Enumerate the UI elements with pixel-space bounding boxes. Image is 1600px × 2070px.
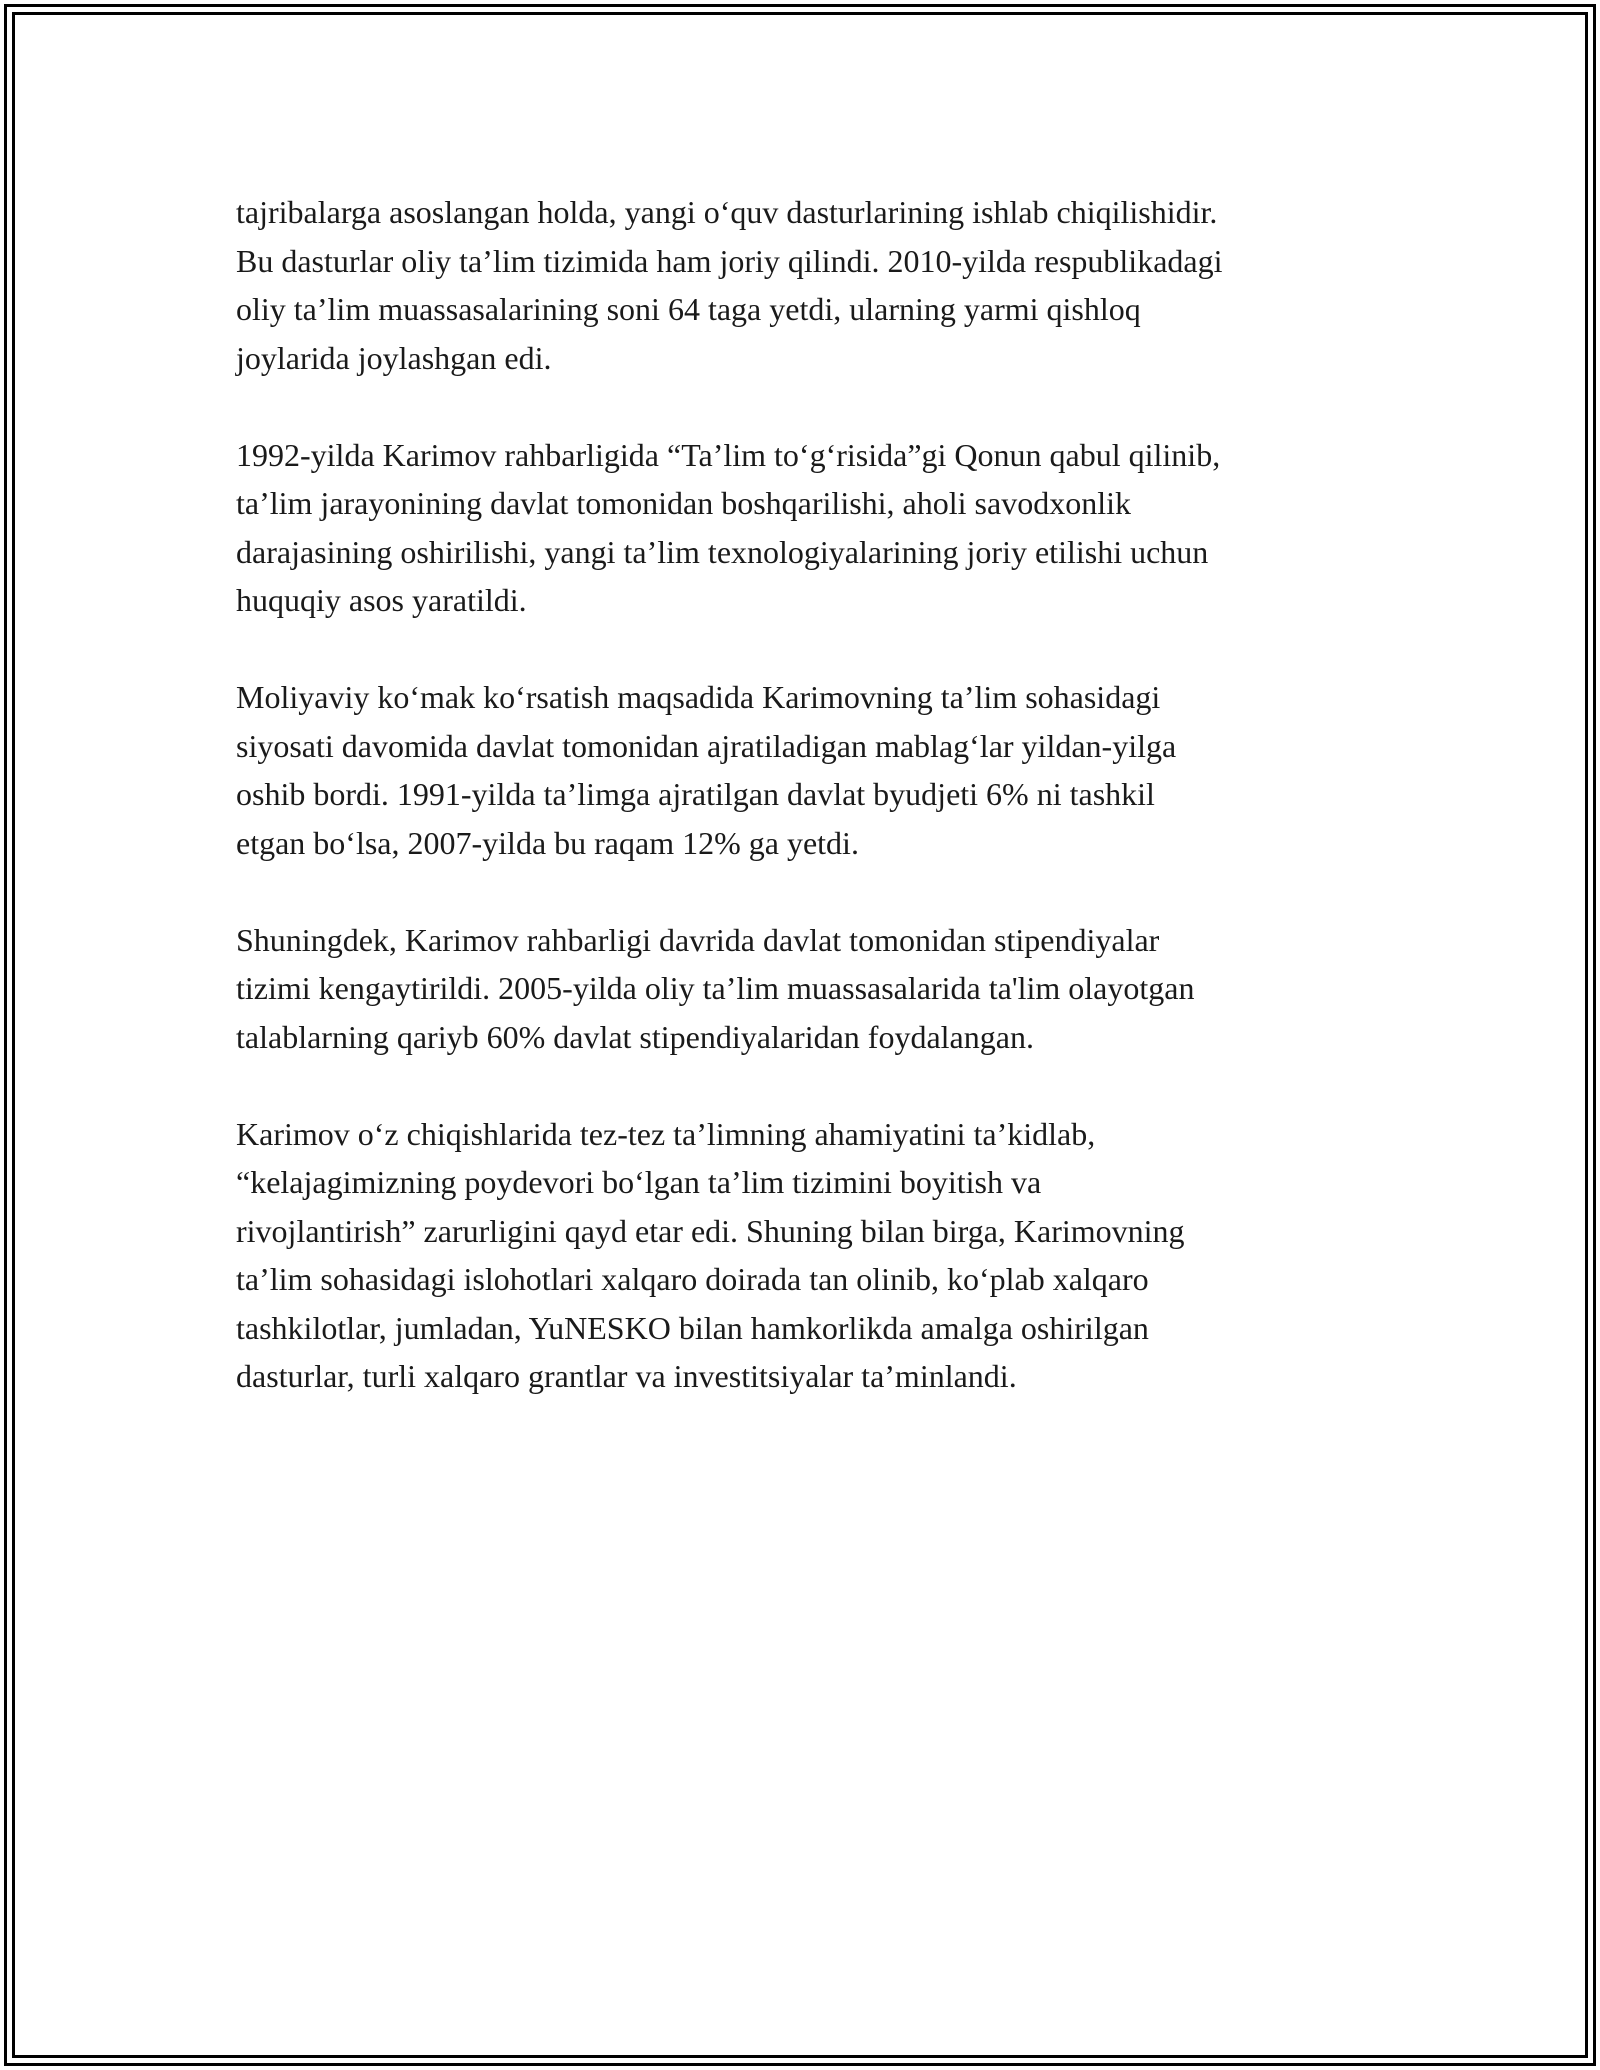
paragraph-international	[236, 1110, 1376, 1401]
text-line: “kelajagimizning poydevori bo‘lgan ta’lim tizimini boyitish va	[236, 1164, 1042, 1200]
text-line: darajasining oshirilishi, yangi ta’lim texnologiyalarining joriy etilishi uchun	[236, 533, 1209, 570]
text-line: Bu dasturlar oliy ta’lim tizimida ham joriy qilindi. 2010-yilda respublikadagi	[236, 242, 1223, 279]
text-line: tajribalarga asoslangan holda, yangi o‘quv dasturlarining ishlab chiqilishidir.	[236, 194, 1218, 230]
document-body	[236, 188, 1376, 1449]
text-line: Karimov o‘z chiqishlarida tez-tez ta’limning ahamiyatini ta’kidlab,	[236, 1115, 1096, 1152]
text-line: etgan bo‘lsa, 2007-yilda bu raqam 12% ga yetdi.	[236, 824, 859, 861]
text-line: dasturlar, turli xalqaro grantlar va investitsiyalar ta’minlandi.	[236, 1358, 1017, 1394]
text-line: tashkilotlar, jumladan, YuNESKO bilan hamkorlikda amalga oshirilgan	[236, 1309, 1149, 1346]
text-line: ta’lim jarayonining davlat tomonidan boshqarilishi, aholi savodxonlik	[236, 485, 1131, 521]
text-line: oshib bordi. 1991-yilda ta’limga ajratilgan davlat byudjeti 6% ni tashkil	[236, 776, 1155, 812]
text-line: huquqiy asos yaratildi.	[236, 582, 527, 618]
text-line: Moliyaviy ko‘mak ko‘rsatish maqsadida Karimovning ta’lim sohasidagi	[236, 679, 1161, 715]
paragraph-funding	[236, 673, 1376, 867]
text-line: rivojlantirish” zarurligini qayd etar edi. Shuning bilan birga, Karimovning	[236, 1212, 1185, 1249]
paragraph-curricula	[236, 188, 1376, 382]
text-line: talablarning qariyb 60% davlat stipendiyalaridan foydalangan.	[236, 1018, 1034, 1055]
text-line: siyosati davomida davlat tomonidan ajratiladigan mablag‘lar yildan-yilga	[236, 727, 1177, 764]
text-line: 1992-yilda Karimov rahbarligida “Ta’lim to‘g‘risida”gi Qonun qabul qilinib,	[236, 436, 1221, 473]
text-line: tizimi kengaytirildi. 2005-yilda oliy ta’lim muassasalarida ta'lim olayotgan	[236, 970, 1195, 1006]
text-line: oliy ta’lim muassasalarining soni 64 taga yetdi, ularning yarmi qishloq	[236, 291, 1141, 327]
paragraph-stipends	[236, 916, 1376, 1062]
text-line: Shuningdek, Karimov rahbarligi davrida davlat tomonidan stipendiyalar	[236, 921, 1160, 958]
paragraph-education-law	[236, 431, 1376, 625]
text-line: joylarida joylashgan edi.	[236, 339, 552, 376]
text-line: ta’lim sohasidagi islohotlari xalqaro doirada tan olinib, ko‘plab xalqaro	[236, 1261, 1149, 1297]
